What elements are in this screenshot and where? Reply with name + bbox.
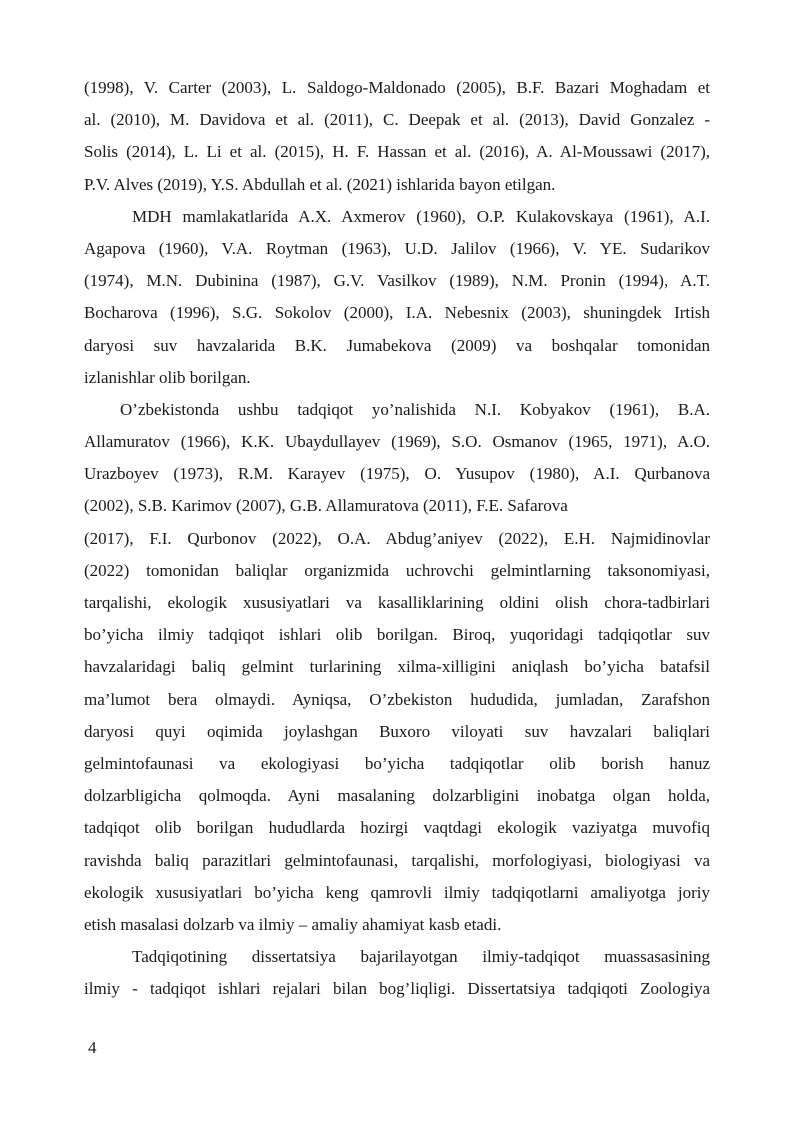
text-line: O’zbekistonda ushbu tadqiqot yo’nalishida N.I. Kobyakov (1961), B.A. — [120, 399, 710, 419]
body-text — [84, 72, 710, 1005]
text-line: MDH mamlakatlarida A.X. Axmerov (1960), O.P. Kulakovskaya (1961), A.I. — [132, 206, 710, 226]
text-line: izlanishlar olib borilgan. — [84, 367, 251, 387]
text-line: (1998), V. Carter (2003), L. Saldogo-Maldonado (2005), B.F. Bazari Moghadam et — [84, 78, 710, 97]
text-line: tarqalishi, ekologik xususiyatlari va kasalliklarining oldini olish chora-tadbirlari — [84, 593, 710, 612]
text-line: Urazboyev (1973), R.M. Karayev (1975), O. Yusupov (1980), A.I. Qurbanova — [84, 464, 710, 484]
text-line: Bocharova (1996), S.G. Sokolov (2000), I.A. Nebesnix (2003), shuningdek Irtish — [84, 303, 710, 323]
text-line: dolzarbligicha qolmoqda. Ayni masalaning dolzarbligini inobatga olgan holda, — [84, 786, 710, 806]
text-line: tadqiqot olib borilgan hududlarda hozirgi vaqtdagi ekologik vaziyatga muvofiq — [84, 818, 710, 838]
text-line: havzalaridagi baliq gelmint turlarining xilma-xilligini aniqlash bo’yicha batafsil — [84, 657, 710, 677]
text-line: ravishda baliq parazitlari gelmintofaunasi, tarqalishi, morfologiyasi, biologiyasi va — [84, 850, 710, 870]
text-line: ilmiy - tadqiqot ishlari rejalari bilan bog’liqligi. Dissertatsiya tadqiqoti Zoologiya — [84, 979, 710, 999]
text-line: P.V. Alves (2019), Y.S. Abdullah et al. (2021) ishlarida bayon etilgan. — [84, 174, 556, 194]
page-number: 4 — [88, 1038, 97, 1057]
text-line: (2017), F.I. Qurbonov (2022), O.A. Abdug’aniyev (2022), E.H. Najmidinovlar — [84, 528, 710, 548]
text-line: Agapova (1960), V.A. Roytman (1963), U.D. Jalilov (1966), V. YE. Sudarikov — [84, 238, 710, 258]
text-line: Solis (2014), L. Li et al. (2015), H. F. Hassan et al. (2016), A. Al-Moussawi (2017), — [84, 142, 710, 162]
text-line: etish masalasi dolzarb va ilmiy – amaliy ahamiyat kasb etadi. — [84, 914, 502, 934]
text-line: ekologik xususiyatlari bo’yicha keng qamrovli ilmiy tadqiqotlarni amaliyotga joriy — [84, 882, 710, 902]
text-line: daryosi suv havzalarida B.K. Jumabekova (2009) va boshqalar tomonidan — [84, 335, 710, 355]
text-line: al. (2010), M. Davidova et al. (2011), C. Deepak et al. (2013), David Gonzalez - — [84, 110, 710, 130]
text-line: Tadqiqotining dissertatsiya bajarilayotgan ilmiy-tadqiqot muassasasining — [132, 947, 710, 967]
text-line: (2022) tomonidan baliqlar organizmida uchrovchi gelmintlarning taksonomiyasi, — [84, 560, 710, 580]
text-line: daryosi quyi oqimida joylashgan Buxoro viloyati suv havzalari baliqlari — [84, 721, 710, 741]
text-line: Allamuratov (1966), K.K. Ubaydullayev (1969), S.O. Osmanov (1965, 1971), A.O. — [84, 432, 710, 452]
text-line: ma’lumot bera olmaydi. Ayniqsa, O’zbekiston hududida, jumladan, Zarafshon — [84, 689, 710, 709]
text-line: (1974), M.N. Dubinina (1987), G.V. Vasilkov (1989), N.M. Pronin (1994), A.T. — [84, 271, 710, 291]
text-line: (2002), S.B. Karimov (2007), G.B. Allamuratova (2011), F.E. Safarova — [84, 496, 568, 516]
text-line: gelmintofaunasi va ekologiyasi bo’yicha tadqiqotlar olib borish hanuz — [84, 753, 710, 773]
text-line: bo’yicha ilmiy tadqiqot ishlari olib borilgan. Biroq, yuqoridagi tadqiqotlar suv — [84, 625, 710, 645]
